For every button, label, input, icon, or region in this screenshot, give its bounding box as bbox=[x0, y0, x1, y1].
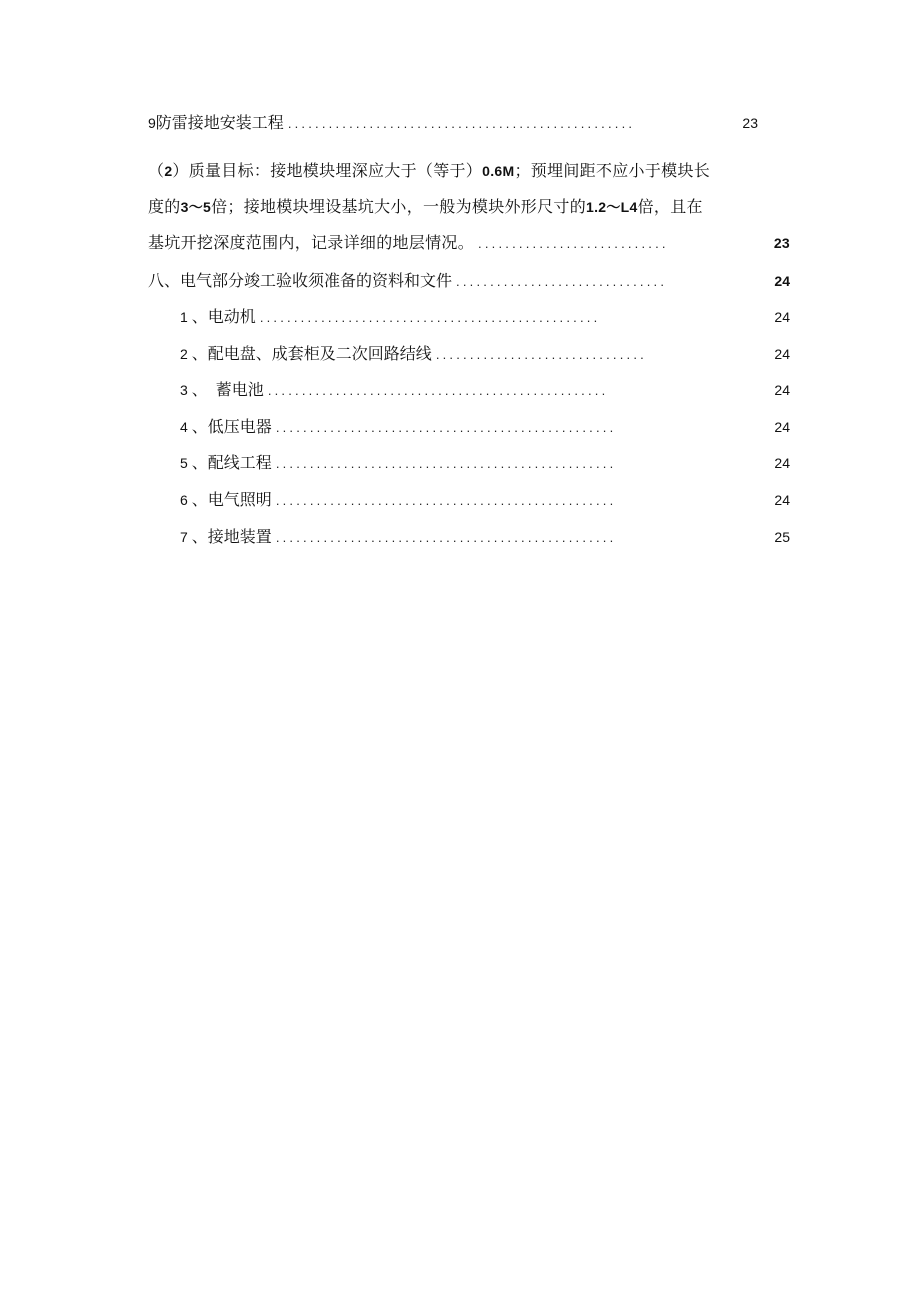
toc-item-2[interactable] bbox=[180, 343, 790, 366]
quality-goal-paragraph[interactable] bbox=[148, 153, 790, 262]
toc-leader-dots: .................................................. bbox=[275, 420, 617, 435]
toc-section-title: 八、电气部分竣工验收须准备的资料和文件 bbox=[148, 271, 453, 290]
paragraph-line-3 bbox=[148, 225, 790, 262]
toc-item-3[interactable] bbox=[180, 379, 790, 402]
paragraph-text: ；预埋间距不应小于模块长 bbox=[514, 161, 711, 180]
toc-page-number: 24 bbox=[774, 455, 790, 471]
toc-item-title: 、配电盘、成套柜及二次回路结线 bbox=[191, 344, 432, 363]
toc-item-index: 3 bbox=[180, 382, 188, 398]
toc-item-title: 、 蓄电池 bbox=[191, 380, 264, 399]
toc-item-7[interactable] bbox=[180, 526, 790, 549]
size-ratio-value: 1.2～L4 bbox=[586, 199, 638, 215]
spacing-ratio-value: 3～5 bbox=[180, 199, 212, 215]
paren-open: （ bbox=[148, 161, 165, 180]
toc-item-index: 4 bbox=[180, 419, 188, 435]
toc-page-number: 24 bbox=[774, 309, 790, 325]
toc-entry-number: 9 bbox=[148, 115, 156, 131]
toc-leader-dots: .................................................. bbox=[267, 383, 609, 398]
toc-item-title: 、电气照明 bbox=[191, 490, 272, 509]
paragraph-text: 倍；接地模块埋设基坑大小，一般为模块外形尺寸的 bbox=[211, 197, 586, 216]
toc-item-index: 5 bbox=[180, 455, 188, 471]
toc-page-number: 24 bbox=[774, 492, 790, 508]
paragraph-line-2 bbox=[148, 189, 790, 225]
toc-item-6[interactable] bbox=[180, 489, 790, 512]
toc-item-title: 、低压电器 bbox=[191, 417, 272, 436]
toc-item-index: 2 bbox=[180, 346, 188, 362]
toc-leader-dots: .................................................. bbox=[259, 310, 601, 325]
toc-entry-9[interactable] bbox=[148, 112, 758, 135]
toc-item-index: 7 bbox=[180, 529, 188, 545]
depth-value: 0.6M bbox=[482, 163, 515, 179]
toc-page-number: 24 bbox=[774, 382, 790, 398]
paragraph-text: ）质量目标：接地模块埋深应大于（等于） bbox=[172, 161, 483, 180]
toc-page-number: 24 bbox=[774, 346, 790, 362]
toc-item-5[interactable] bbox=[180, 452, 790, 475]
toc-page-number: 24 bbox=[774, 419, 790, 435]
toc-leader-dots: .................................................. bbox=[275, 456, 617, 471]
paragraph-text: 基坑开挖深度范围内，记录详细的地层情况。 bbox=[148, 233, 475, 252]
toc-section-8[interactable] bbox=[148, 270, 790, 293]
toc-page-number: 23 bbox=[742, 115, 758, 131]
toc-entry-title: 防雷接地安装工程 bbox=[155, 113, 284, 132]
toc-page-number: 23 bbox=[773, 235, 790, 251]
toc-item-1[interactable] bbox=[180, 306, 790, 329]
toc-item-title: 、接地装置 bbox=[191, 527, 272, 546]
toc-item-title: 、电动机 bbox=[191, 307, 256, 326]
toc-leader-dots: ............................... bbox=[435, 347, 647, 362]
paragraph-line-1 bbox=[148, 153, 790, 189]
toc-item-title: 、配线工程 bbox=[191, 453, 272, 472]
toc-item-index: 6 bbox=[180, 492, 188, 508]
paragraph-text: 度的 bbox=[148, 197, 181, 216]
toc-page-number: 24 bbox=[774, 273, 790, 289]
toc-leader-dots: ................................................... bbox=[287, 116, 636, 131]
toc-leader-dots: ............................ bbox=[478, 236, 669, 251]
toc-leader-dots: .................................................. bbox=[275, 530, 617, 545]
toc-item-index: 1 bbox=[180, 309, 188, 325]
item-number: 2 bbox=[164, 163, 173, 179]
toc-leader-dots: ............................... bbox=[456, 274, 668, 289]
toc-item-4[interactable] bbox=[180, 416, 790, 439]
toc-leader-dots: .................................................. bbox=[275, 493, 617, 508]
toc-page-number: 25 bbox=[774, 529, 790, 545]
paragraph-text: 倍，且在 bbox=[637, 197, 703, 216]
